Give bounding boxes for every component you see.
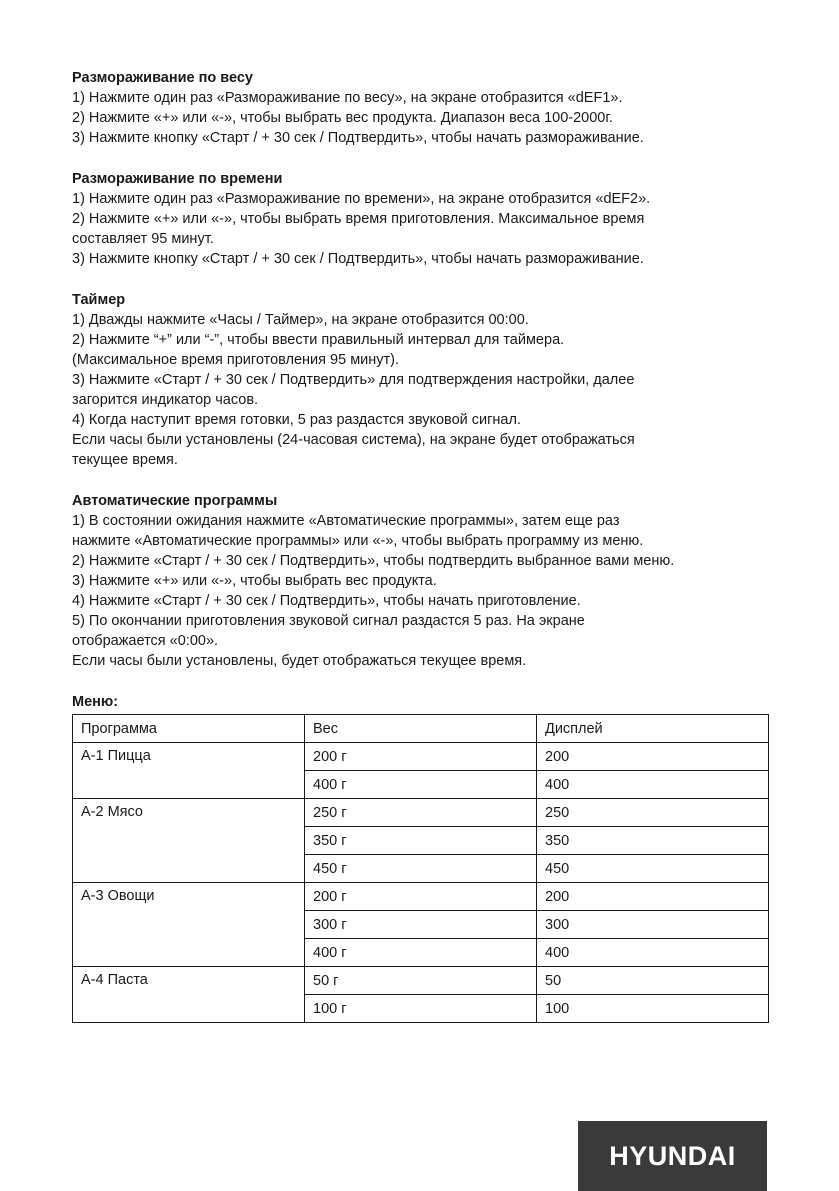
instruction-line: составляет 95 минут. [72,231,214,247]
header-display: Дисплей [537,715,769,743]
weight-cell: 350 г [305,827,537,855]
instruction-line: 1) Нажмите один раз «Размораживание по времени», на экране отобразится «dEF2». [72,191,651,207]
table-row [73,967,769,995]
display-cell: 200 [537,743,769,771]
instruction-line: 2) Нажмите «Старт / + 30 сек / Подтвердить», чтобы подтвердить выбранное вами меню. [72,553,675,569]
program-name-cell: А-1 Пицца [73,743,305,799]
instruction-line: 3) Нажмите «Старт / + 30 сек / Подтвердить» для подтверждения настройки, далее [72,372,635,388]
table-header-row [73,715,769,743]
instruction-section [72,491,772,671]
display-cell: 400 [537,939,769,967]
weight-cell: 200 г [305,883,537,911]
instruction-line: 1) Нажмите один раз «Размораживание по весу», на экране отобразится «dEF1». [72,90,623,106]
program-name-cell: А-4 Паста [73,967,305,1023]
instruction-line: 2) Нажмите «+» или «-», чтобы выбрать время приготовления. Максимальное время [72,211,645,227]
instruction-line: 3) Нажмите кнопку «Старт / + 30 сек / Подтвердить», чтобы начать размораживание. [72,130,644,146]
instruction-line: 1) Дважды нажмите «Часы / Таймер», на экране отобразится 00:00. [72,312,529,328]
instruction-line: 2) Нажмите “+” или “-”, чтобы ввести правильный интервал для таймера. [72,332,565,348]
instruction-line: 4) Когда наступит время готовки, 5 раз раздастся звуковой сигнал. [72,412,521,428]
instruction-line: Если часы были установлены (24-часовая система), на экране будет отображаться [72,432,635,448]
weight-cell: 50 г [305,967,537,995]
instruction-sections [72,68,772,671]
table-row [73,743,769,771]
instruction-line: 5) По окончании приготовления звуковой сигнал раздастся 5 раз. На экране [72,613,585,629]
instruction-section [72,68,772,148]
display-cell: 400 [537,771,769,799]
instruction-line: 1) В состоянии ожидания нажмите «Автоматические программы», затем еще раз [72,513,620,529]
instruction-line: нажмите «Автоматические программы» или «-», чтобы выбрать программу из меню. [72,533,644,549]
instruction-line: 2) Нажмите «+» или «-», чтобы выбрать вес продукта. Диапазон веса 100-2000г. [72,110,613,126]
program-name-cell: А-2 Мясо [73,799,305,883]
program-name-cell: А-3 Овощи [73,883,305,967]
weight-cell: 400 г [305,771,537,799]
weight-cell: 450 г [305,855,537,883]
header-weight: Вес [305,715,537,743]
document-body [72,68,772,1023]
menu-table-body [73,743,769,1023]
weight-cell: 250 г [305,799,537,827]
table-row [73,883,769,911]
display-cell: 450 [537,855,769,883]
instruction-section [72,290,772,470]
section-title: Таймер [72,292,126,308]
instruction-section [72,169,772,269]
display-cell: 100 [537,995,769,1023]
display-cell: 200 [537,883,769,911]
header-program: Программа [73,715,305,743]
instruction-line: 4) Нажмите «Старт / + 30 сек / Подтвердить», чтобы начать приготовление. [72,593,581,609]
instruction-line: Если часы были установлены, будет отображаться текущее время. [72,653,527,669]
menu-table [72,714,769,1023]
instruction-line: загорится индикатор часов. [72,392,259,408]
menu-title: Меню: [72,694,119,710]
instruction-line: (Максимальное время приготовления 95 минут). [72,352,400,368]
section-title: Размораживание по времени [72,171,283,187]
section-title: Размораживание по весу [72,70,253,86]
table-row [73,799,769,827]
weight-cell: 200 г [305,743,537,771]
display-cell: 250 [537,799,769,827]
weight-cell: 400 г [305,939,537,967]
section-title: Автоматические программы [72,493,278,509]
display-cell: 350 [537,827,769,855]
instruction-line: отображается «0:00». [72,633,219,649]
instruction-line: текущее время. [72,452,178,468]
weight-cell: 100 г [305,995,537,1023]
instruction-line: 3) Нажмите кнопку «Старт / + 30 сек / Подтвердить», чтобы начать размораживание. [72,251,644,267]
display-cell: 300 [537,911,769,939]
weight-cell: 300 г [305,911,537,939]
hyundai-logo: HYUNDAI [578,1121,767,1191]
display-cell: 50 [537,967,769,995]
instruction-line: 3) Нажмите «+» или «-», чтобы выбрать вес продукта. [72,573,437,589]
